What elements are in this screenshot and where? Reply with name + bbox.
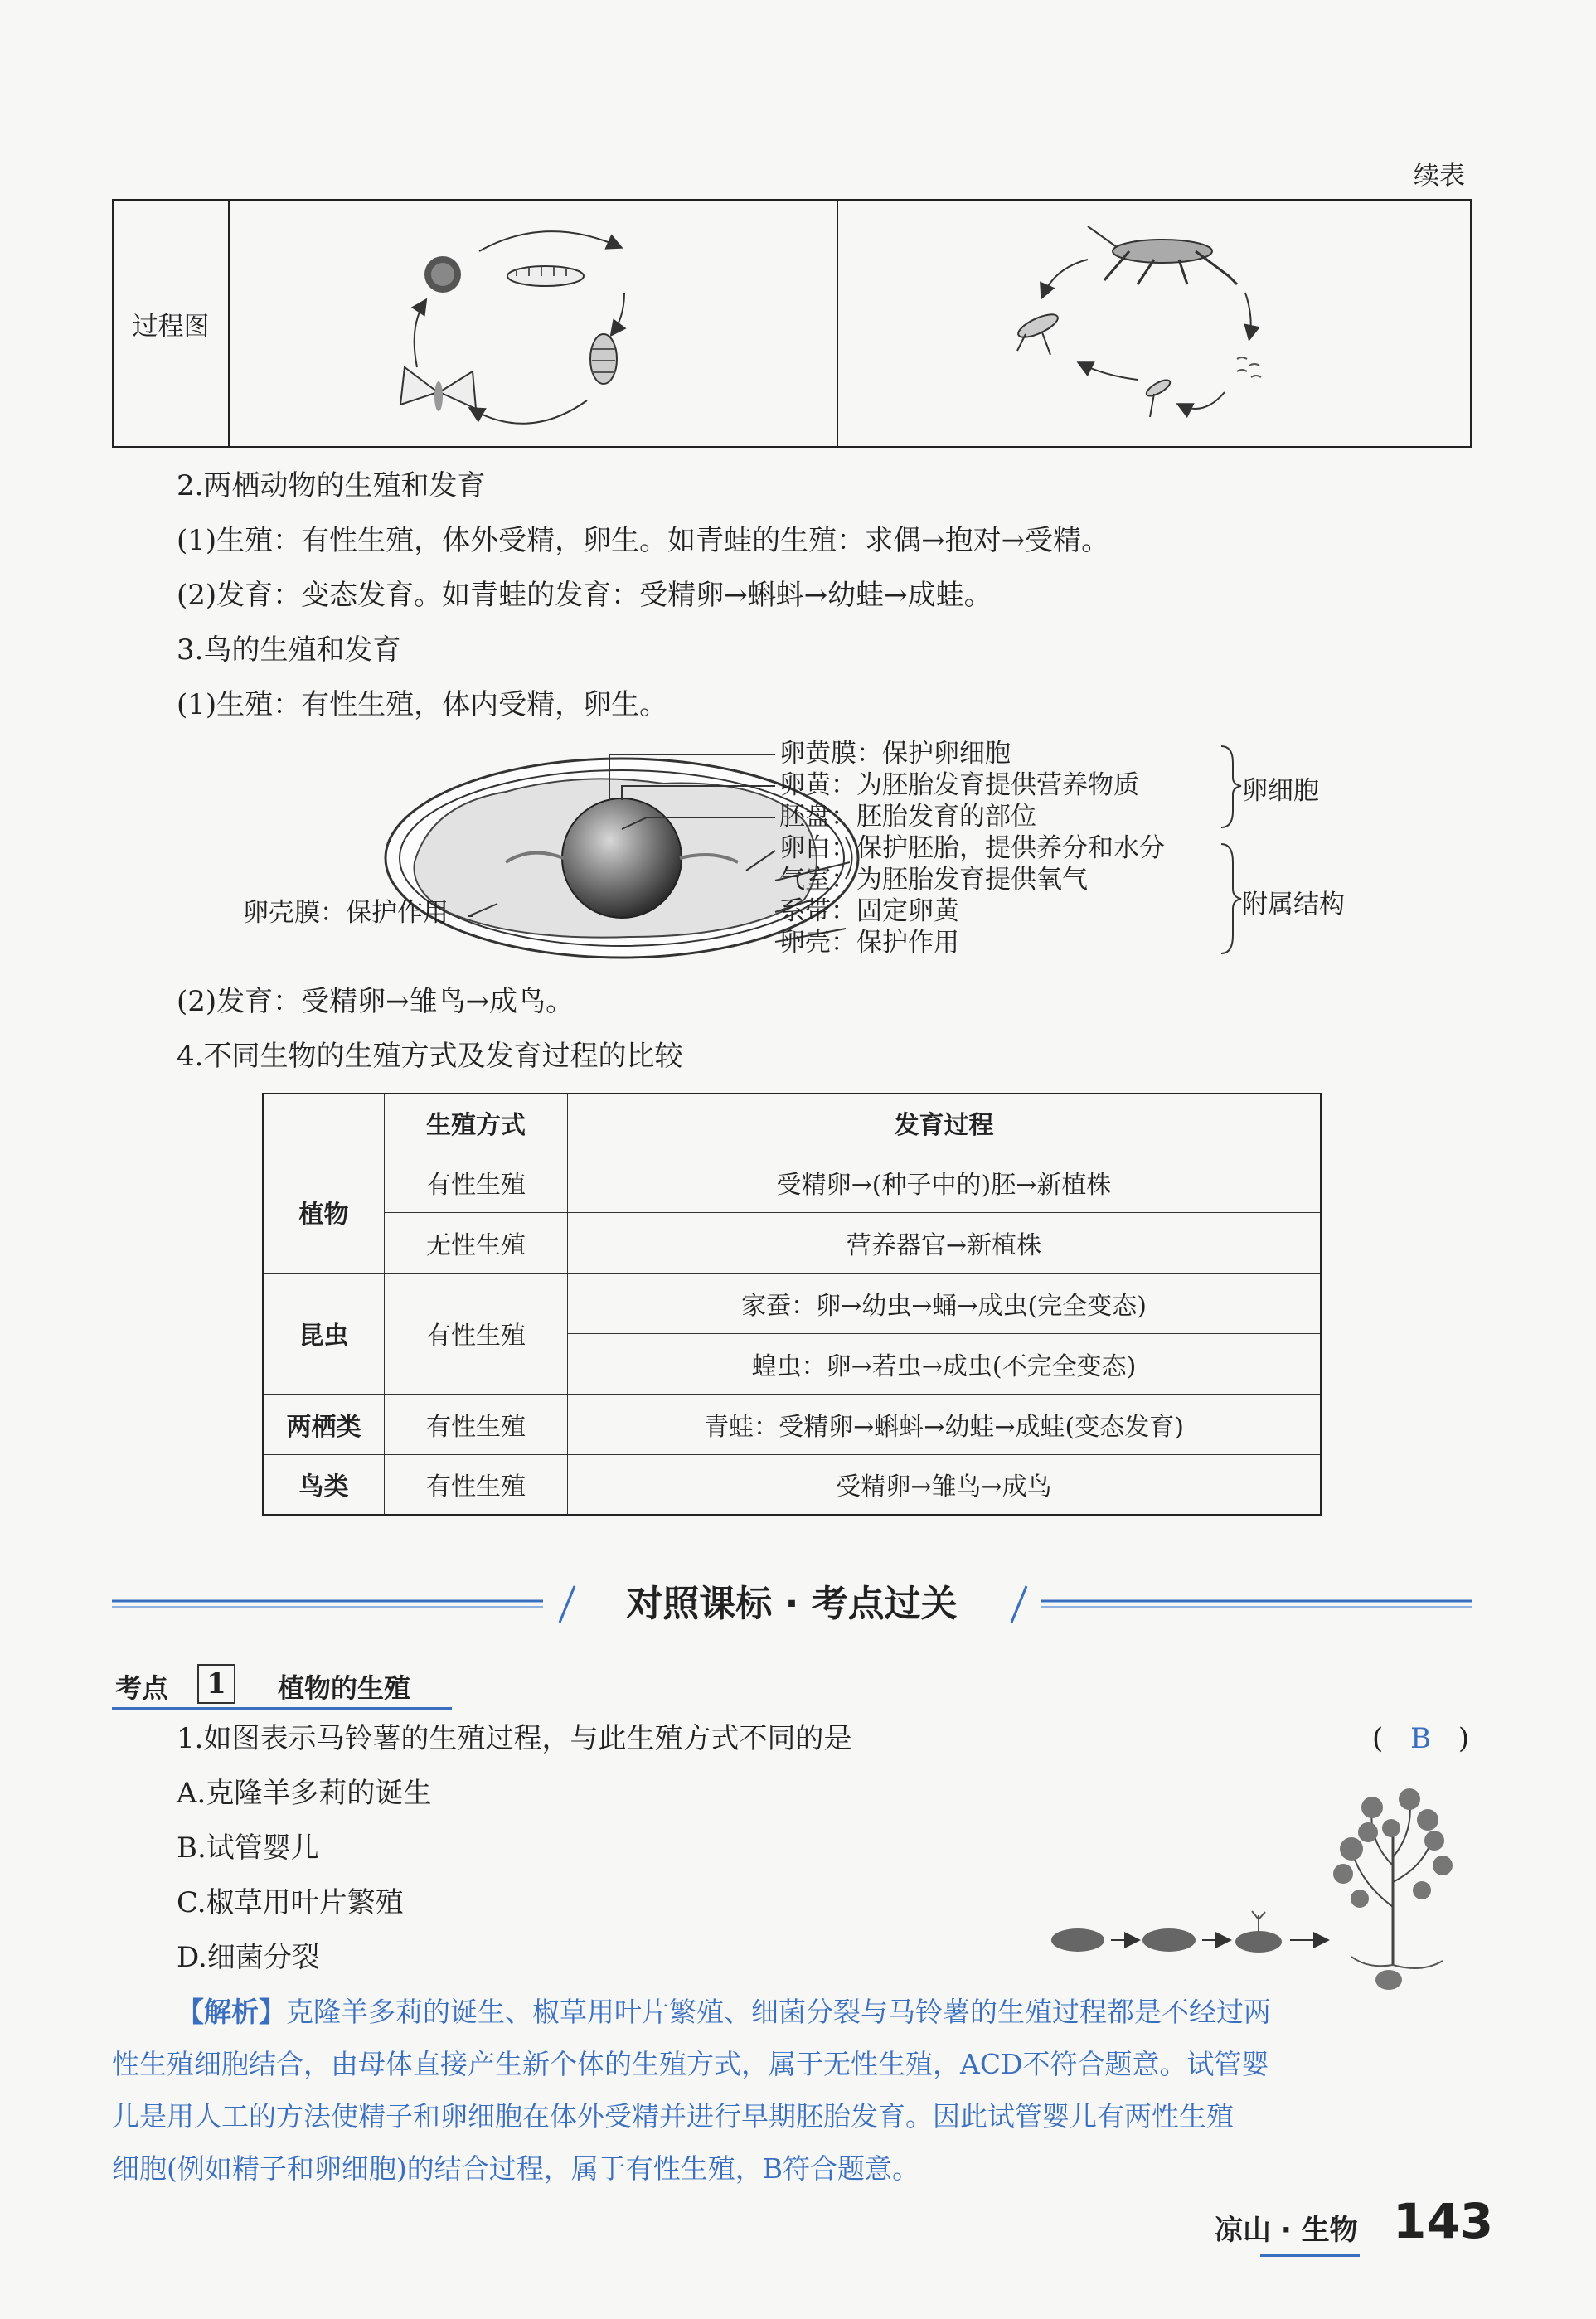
group-egg-cell: 卵细胞: [1242, 776, 1319, 806]
process-row-label: 过程图: [113, 200, 229, 447]
egg-label-germinal-disc: 胚盘：胚胎发育的部位: [779, 802, 1036, 832]
plant-asexual-development: 营养器官→新植株: [568, 1212, 1322, 1273]
section2-line2: (2)发育：变态发育。如青蛙的发育：受精卵→蝌蚪→幼蛙→成蛙。: [177, 579, 992, 612]
eggshell-membrane-label: 卵壳膜：保护作用: [243, 898, 449, 928]
header-blank: [263, 1094, 385, 1152]
kaodian-number: 1: [197, 1664, 235, 1704]
egg-part-labels: [779, 738, 1165, 958]
locust-cycle-diagram: [839, 201, 1469, 442]
section3-line2: (2)发育：受精卵→雏鸟→成鸟。: [177, 985, 575, 1018]
section4-title: 4.不同生物的生殖方式及发育过程的比较: [177, 1040, 683, 1073]
amphibian-mode: 有性生殖: [385, 1394, 568, 1454]
egg-label-yolk: 卵黄：为胚胎发育提供营养物质: [779, 770, 1139, 800]
footer-book-title: 凉山 · 生物: [1215, 2214, 1358, 2247]
process-table: [112, 199, 1472, 448]
group-accessory-structures: 附属结构: [1242, 890, 1345, 919]
silkworm-development: 家蚕：卵→幼虫→蛹→成虫(完全变态): [568, 1273, 1322, 1333]
kaodian-title: 植物的生殖: [278, 1672, 411, 1704]
nymph-large-icon: [1016, 310, 1061, 355]
insect-mode: 有性生殖: [385, 1273, 568, 1394]
question1-answer: B: [1410, 1722, 1432, 1755]
adult-locust-icon: [1088, 226, 1237, 284]
locust-development: 蝗虫：卵→若虫→成虫(不完全变态): [568, 1333, 1322, 1394]
section-banner: [112, 1579, 1472, 1629]
question1-stem: 1.如图表示马铃薯的生殖过程，与此生殖方式不同的是: [177, 1722, 852, 1755]
nymph-small-icon: [1144, 377, 1172, 417]
option-d: D.细菌分裂: [177, 1941, 320, 1974]
plant-asexual-mode: 无性生殖: [385, 1212, 568, 1273]
potato-plant-icon: [1333, 1788, 1453, 1990]
question1-answer-box: [1372, 1722, 1469, 1755]
answer-open-paren: (: [1372, 1722, 1384, 1755]
egg-label-shell: 卵壳：保护作用: [779, 928, 959, 958]
section3-line1: (1)生殖：有性生殖，体内受精，卵生。: [177, 688, 668, 721]
silkworm-cycle-cell: [229, 200, 837, 447]
bird-development: 受精卵→雏鸟→成鸟: [568, 1454, 1322, 1515]
comparison-table: [262, 1093, 1322, 1516]
section2-line1: (1)生殖：有性生殖，体外受精，卵生。如青蛙的生殖：求偶→抱对→受精。: [177, 524, 1110, 557]
analysis-text-1: 克隆羊多莉的诞生、椒草用叶片繁殖、细菌分裂与马铃薯的生殖过程都是不经过两: [286, 1996, 1271, 2028]
egg-label-albumen: 卵白：保护胚胎，提供养分和水分: [779, 833, 1165, 863]
eggs-icon: [1237, 357, 1261, 377]
potato-reproduction-illustration: [1045, 1783, 1492, 1998]
egg-label-vitelline-membrane: 卵黄膜：保护卵细胞: [779, 739, 1011, 769]
footer-rule: [1260, 2254, 1360, 2257]
header-reproduction-mode: 生殖方式: [385, 1094, 568, 1152]
option-b: B.试管婴儿: [177, 1831, 319, 1865]
egg-label-air-cell: 气室：为胚胎发育提供氧气: [779, 865, 1088, 895]
pupa-icon: [590, 334, 617, 384]
row-amphibian-name: 两栖类: [263, 1394, 385, 1454]
analysis-line2: 性生殖细胞结合，由母体直接产生新个体的生殖方式，属于无性生殖，ACD不符合题意。试管婴: [112, 2048, 1269, 2080]
egg-diagram: [232, 738, 1393, 978]
silkworm-cycle-diagram: [230, 201, 836, 442]
analysis-line1: [177, 1986, 1271, 2038]
potato-tuber-icon: [1051, 1928, 1104, 1952]
page-number: 143: [1393, 2193, 1494, 2249]
row-insect-name: 昆虫: [263, 1273, 385, 1394]
potato-sprouting-icon: [1142, 1928, 1196, 1952]
kaodian-header: [112, 1662, 452, 1710]
continued-label: 续表: [1414, 161, 1465, 191]
row-bird-name: 鸟类: [263, 1454, 385, 1515]
analysis-tag: 【解析】: [177, 1996, 286, 2028]
plant-sexual-mode: 有性生殖: [385, 1152, 568, 1212]
header-development-process: 发育过程: [568, 1094, 1322, 1152]
answer-close-paren: ): [1458, 1722, 1470, 1755]
row-plant-name: 植物: [263, 1152, 385, 1273]
kaodian-label: 考点: [115, 1672, 169, 1704]
moth-icon: [400, 367, 476, 411]
section2-title: 2.两栖动物的生殖和发育: [177, 469, 486, 502]
locust-cycle-cell: [837, 200, 1471, 447]
section3-title: 3.鸟的生殖和发育: [177, 633, 401, 667]
option-c: C.椒草用叶片繁殖: [177, 1886, 404, 1919]
analysis-line3: 儿是用人工的方法使精子和卵细胞在体外受精并进行早期胚胎发育。因此试管婴儿有两性生殖: [112, 2100, 1234, 2132]
larva-icon: [507, 266, 584, 286]
analysis-line4: 细胞(例如精子和卵细胞)的结合过程，属于有性生殖，B符合题意。: [112, 2152, 919, 2185]
banner-title: 对照课标 · 考点过关: [626, 1583, 958, 1625]
potato-seedling-icon: [1235, 1911, 1282, 1953]
egg-label-chalaza: 系带：固定卵黄: [779, 896, 959, 926]
plant-sexual-development: 受精卵→(种子中的)胚→新植株: [568, 1152, 1322, 1212]
amphibian-development: 青蛙：受精卵→蝌蚪→幼蛙→成蛙(变态发育): [568, 1394, 1322, 1454]
option-a: A.克隆羊多莉的诞生: [177, 1777, 432, 1810]
bird-mode: 有性生殖: [385, 1454, 568, 1515]
